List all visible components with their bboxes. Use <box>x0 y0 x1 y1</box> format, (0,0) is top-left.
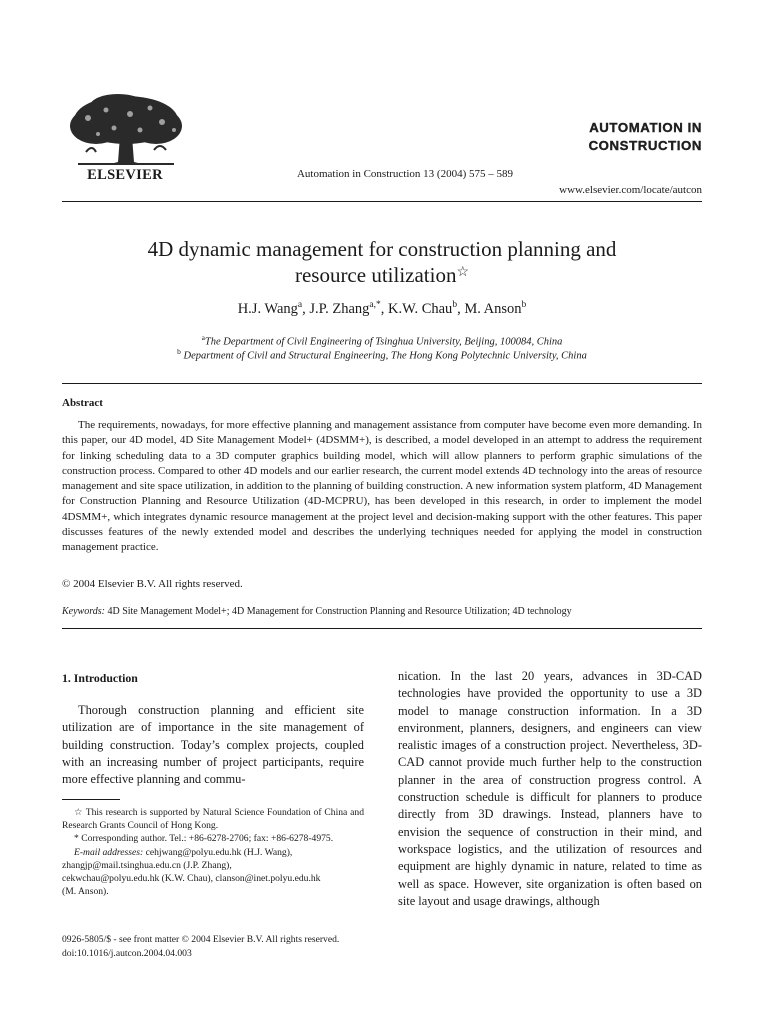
footnote-funding-text: This research is supported by Natural Science Foundation of China and Research Grants Council of Hong Kong. <box>62 807 364 832</box>
email-link[interactable]: cekwchau@polyu.edu.hk (K.W. Chau), clanson@inet.polyu.edu.hk <box>62 873 321 885</box>
title-footnote-star-icon[interactable]: ☆ <box>456 265 470 280</box>
footnote-star-icon: ☆ <box>74 807 84 818</box>
abstract-top-divider <box>62 383 702 384</box>
author-affiliation-mark[interactable]: b <box>452 300 458 310</box>
email-link[interactable]: zhangjp@mail.tsinghua.edu.cn (J.P. Zhang), <box>62 859 232 871</box>
author-affiliation-mark[interactable]: b <box>521 300 527 310</box>
journal-citation: Automation in Construction 13 (2004) 575 – 589 <box>296 168 513 180</box>
email-link[interactable]: cehjwang@polyu.edu.hk (H.J. Wang), <box>145 846 293 858</box>
affiliation-a <box>62 333 702 348</box>
right-column-text: nication. In the last 20 years, advances in 3D-CAD technologies have provided the opportunity to use a 3D model to manage construction information. In a 3D environment, planners, designers, and engineers can view realistic images of a construction project. Nevertheless, 3D-CAD cannot provide much further help to the construction planner in the area of construction progress control. A construction schedule is difficult for planners to produce directly from 3D drawings. Instead, planners have to envision the sequence of construction in their mind, and workspace logistics, and the utilization of resources and equipment are highly dynamic in nature, related to time as well as space. However, site organization is often based on site layout and usage drawings, although <box>398 669 702 908</box>
journal-brand-line1: AUTOMATION IN <box>589 120 702 135</box>
header-divider <box>62 201 702 202</box>
doi-link[interactable]: doi:10.1016/j.autcon.2004.04.003 <box>62 948 192 959</box>
footnote-emails <box>62 846 364 859</box>
email-link: (M. Anson). <box>62 886 109 898</box>
article-title-line2: resource utilization <box>294 263 457 287</box>
section-heading: 1. Introduction <box>62 671 138 685</box>
affiliation-b <box>62 347 702 362</box>
journal-brand-logo <box>578 119 702 155</box>
keywords <box>62 606 722 617</box>
left-column-text: Thorough construction planning and efficient site utilization are of importance in the site management of building construction. Today’s complex projects, coupled with an increasing number of project participants, require more effective planning and commu- <box>62 703 364 787</box>
article-title <box>62 236 702 288</box>
abstract-copyright: © 2004 Elsevier B.V. All rights reserved. <box>62 578 243 590</box>
footnote-funding <box>62 806 364 832</box>
author-name: K.W. Chau <box>388 300 453 317</box>
affiliation-text: The Department of Civil Engineering of Tsinghua University, Beijing, 100084, China <box>204 336 563 348</box>
keywords-divider <box>62 628 702 629</box>
email-label: E-mail addresses: <box>74 846 144 858</box>
abstract-heading: Abstract <box>62 397 103 409</box>
journal-url-link[interactable]: www.elsevier.com/locate/autcon <box>559 184 702 196</box>
abstract-text: The requirements, nowadays, for more effective planning and management assistance from computer have become even more demanding. In this paper, our 4D model, 4D Site Management Model+ (4DSMM+), is described, a model developed in an attempt to address the requirement for linking scheduling data to a 3D computer graphics building model, which will allow planners to perform graphic simulations of the construction process. Compared to other 4D models and our earlier research, the current model extends 4D technology into the areas of resource management and site space utilization, in addition to the planning of building construction. A new information system platform, 4D Management for Construction Planning and Resource Utilization (4D-MCPRU), has been developed in this research, in order to implement the model 4DSMM+, which integrates dynamic resource management at the project level and decision-making support with the other features. This paper discusses features of the newly extended model and describes the underlying techniques needed for applying the model in construction management practice. <box>62 419 702 554</box>
affiliation-mark: b <box>177 347 181 356</box>
affiliation-text: Department of Civil and Structural Engineering, The Hong Kong Polytechnic University, China <box>183 350 587 362</box>
footnote-divider <box>62 799 120 800</box>
publisher-name: ELSEVIER <box>87 167 163 183</box>
author-name: J.P. Zhang <box>309 300 370 317</box>
journal-brand-line2: CONSTRUCTION <box>588 138 702 153</box>
author-affiliation-mark[interactable]: a,* <box>369 300 381 310</box>
author-name: H.J. Wang <box>237 300 298 317</box>
issn-line: 0926-5805/$ - see front matter © 2004 Elsevier B.V. All rights reserved. <box>62 934 340 945</box>
affiliation-mark: a <box>201 333 205 342</box>
keywords-label: Keywords: <box>62 606 105 617</box>
author-name: M. Anson <box>464 300 522 317</box>
author-affiliation-mark[interactable]: a <box>297 300 303 310</box>
article-title-line1: 4D dynamic management for construction planning and <box>147 237 617 261</box>
author-list: H.J. Wang$^a$, J.P. Zhang$^{a,*}$, K.W. Chau$^b$, M. Anson$^b$ <box>237 300 527 317</box>
footnote-corresponding: * Corresponding author. Tel.: +86-6278-2706; fax: +86-6278-4975. <box>74 833 334 845</box>
keywords-text: 4D Site Management Model+; 4D Management for Construction Planning and Resource Utilization; 4D technology <box>107 606 572 617</box>
footnotes <box>62 806 364 898</box>
